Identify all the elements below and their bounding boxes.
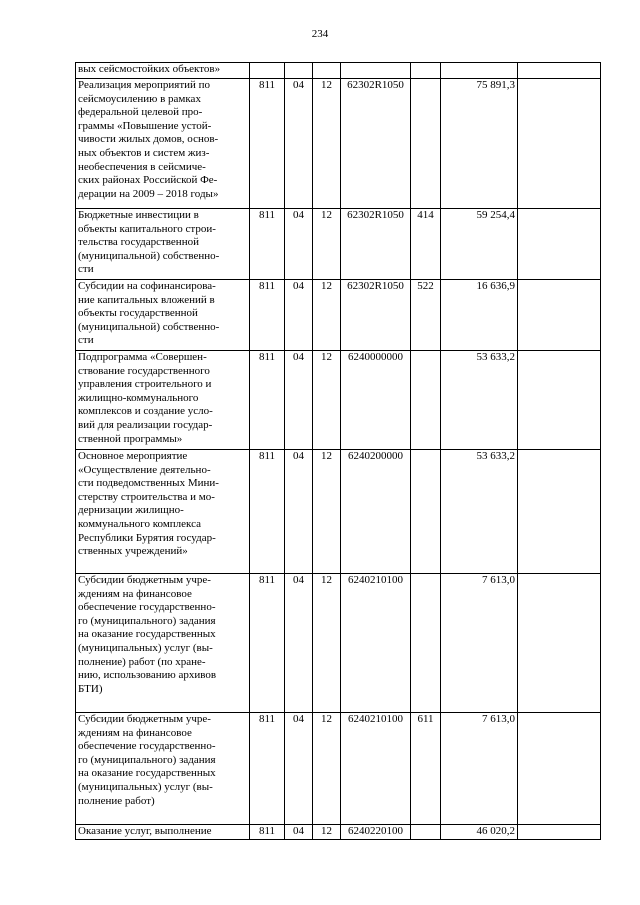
item-name-line: комплексов и создание усло- — [78, 405, 213, 418]
target-article-cell: 6240200000 — [341, 450, 411, 574]
item-name-line: Основное мероприятие — [78, 450, 188, 462]
amount-cell: 7 613,0 — [441, 713, 518, 825]
budget-table — [75, 62, 601, 840]
grbs-cell: 811 — [250, 79, 285, 209]
subsection-cell: 12 — [313, 351, 341, 450]
item-name-line: го (муниципального) задания — [78, 753, 216, 766]
item-name-line: Оказание услуг, выполнение — [78, 825, 212, 837]
item-name-line: Субсидии бюджетным учре- — [78, 713, 211, 725]
section-cell: 04 — [285, 351, 313, 450]
section-cell: 04 — [285, 280, 313, 351]
item-name-line: ных объектов и систем жиз- — [78, 146, 210, 159]
expense-type-cell — [411, 825, 441, 840]
item-name-line: БТИ) — [78, 682, 103, 695]
grbs-cell: 811 — [250, 713, 285, 825]
extra-amount-cell — [518, 79, 601, 209]
item-name-line: объекты государственной — [78, 307, 198, 320]
subsection-cell: 12 — [313, 574, 341, 713]
amount-cell: 16 636,9 — [441, 280, 518, 351]
expense-type-cell: 522 — [411, 280, 441, 351]
section-cell: 04 — [285, 450, 313, 574]
table-row — [76, 351, 601, 450]
item-name-line: ждениям на финансовое — [78, 587, 192, 600]
item-name-line: «Осуществление деятельно- — [78, 463, 211, 476]
section-cell: 04 — [285, 713, 313, 825]
grbs-cell: 811 — [250, 209, 285, 280]
grbs-cell — [250, 63, 285, 79]
amount-cell: 53 633,2 — [441, 351, 518, 450]
target-article-cell: 6240210100 — [341, 574, 411, 713]
subsection-cell: 12 — [313, 280, 341, 351]
item-name-line: управления строительного и — [78, 378, 212, 391]
extra-amount-cell — [518, 63, 601, 79]
item-name-line: (муниципальной) собственно- — [78, 320, 220, 333]
item-name-cell — [76, 351, 250, 450]
table-row — [76, 574, 601, 713]
target-article-cell: 62302R1050 — [341, 209, 411, 280]
target-article-cell: 6240210100 — [341, 713, 411, 825]
item-name-line: федеральной целевой про- — [78, 106, 203, 119]
item-name-line: Бюджетные инвестиции в — [78, 209, 199, 221]
amount-cell: 46 020,2 — [441, 825, 518, 840]
extra-amount-cell — [518, 280, 601, 351]
item-name-cell — [76, 79, 250, 209]
page-number: 234 — [311, 28, 329, 40]
item-name-line: на оказание государственных — [78, 767, 216, 780]
item-name-cell — [76, 63, 250, 79]
table-row — [76, 63, 601, 79]
item-name-cell — [76, 713, 250, 825]
item-name-line: го (муниципального) задания — [78, 614, 216, 627]
expense-type-cell — [411, 574, 441, 713]
table-row — [76, 825, 601, 840]
item-name-line: Субсидии бюджетным учре- — [78, 574, 211, 586]
amount-cell: 53 633,2 — [441, 450, 518, 574]
section-cell: 04 — [285, 574, 313, 713]
item-name-line: сти подведомственных Мини- — [78, 477, 219, 490]
item-name-line: стерству строительства и мо- — [78, 490, 215, 503]
item-name-line: полнение работ) — [78, 794, 155, 807]
subsection-cell: 12 — [313, 450, 341, 574]
subsection-cell: 12 — [313, 713, 341, 825]
target-article-cell: 6240000000 — [341, 351, 411, 450]
item-name-line: нию, использованию архивов — [78, 669, 217, 682]
item-name-line: Реализация мероприятий по — [78, 79, 211, 91]
target-article-cell — [341, 63, 411, 79]
expense-type-cell: 611 — [411, 713, 441, 825]
subsection-cell — [313, 63, 341, 79]
item-name-cell — [76, 209, 250, 280]
table-row — [76, 450, 601, 574]
item-name-line: ских районах Российской Фе- — [78, 174, 218, 187]
item-name-line: на оказание государственных — [78, 628, 216, 641]
item-name-line: обеспечение государственно- — [78, 601, 216, 614]
grbs-cell: 811 — [250, 450, 285, 574]
extra-amount-cell — [518, 574, 601, 713]
grbs-cell: 811 — [250, 280, 285, 351]
item-name-cell — [76, 574, 250, 713]
table-row — [76, 713, 601, 825]
extra-amount-cell — [518, 450, 601, 574]
item-name-line: ние капитальных вложений в — [78, 293, 215, 306]
section-cell: 04 — [285, 79, 313, 209]
item-name-cell — [76, 280, 250, 351]
item-name-line: вых сейсмостойких объектов» — [78, 63, 221, 75]
section-cell: 04 — [285, 209, 313, 280]
item-name-line: ственной программы» — [78, 432, 183, 445]
subsection-cell: 12 — [313, 209, 341, 280]
amount-cell: 59 254,4 — [441, 209, 518, 280]
grbs-cell: 811 — [250, 351, 285, 450]
amount-cell — [441, 63, 518, 79]
item-name-line: Республики Бурятия государ- — [78, 531, 216, 544]
target-article-cell: 62302R1050 — [341, 280, 411, 351]
item-name-line: ственных учреждений» — [78, 545, 188, 558]
target-article-cell: 62302R1050 — [341, 79, 411, 209]
extra-amount-cell — [518, 825, 601, 840]
table-row — [76, 209, 601, 280]
item-name-cell — [76, 450, 250, 574]
target-article-cell: 6240220100 — [341, 825, 411, 840]
item-name-line: (муниципальных) услуг (вы- — [78, 780, 213, 793]
table-row — [76, 280, 601, 351]
item-name-line: жилищно-коммунального — [78, 391, 199, 404]
section-cell: 04 — [285, 825, 313, 840]
expense-type-cell — [411, 79, 441, 209]
subsection-cell: 12 — [313, 79, 341, 209]
section-cell — [285, 63, 313, 79]
item-name-line: чивости жилых домов, основ- — [78, 133, 219, 146]
budget-table-body — [76, 63, 601, 840]
extra-amount-cell — [518, 713, 601, 825]
item-name-line: дерации на 2009 – 2018 годы» — [78, 187, 219, 200]
extra-amount-cell — [518, 351, 601, 450]
extra-amount-cell — [518, 209, 601, 280]
grbs-cell: 811 — [250, 574, 285, 713]
amount-cell: 75 891,3 — [441, 79, 518, 209]
item-name-line: сейсмоусилению в рамках — [78, 92, 201, 105]
expense-type-cell — [411, 351, 441, 450]
expense-type-cell — [411, 63, 441, 79]
item-name-line: полнение) работ (по хране- — [78, 655, 206, 668]
item-name-line: сти — [78, 334, 94, 347]
item-name-line: Подпрограмма «Совершен- — [78, 351, 207, 363]
expense-type-cell: 414 — [411, 209, 441, 280]
item-name-line: (муниципальной) собственно- — [78, 249, 220, 262]
item-name-cell — [76, 825, 250, 840]
amount-cell: 7 613,0 — [441, 574, 518, 713]
item-name-line: сти — [78, 263, 94, 276]
item-name-line: коммунального комплекса — [78, 517, 202, 530]
item-name-line: обеспечение государственно- — [78, 740, 216, 753]
item-name-line: (муниципальных) услуг (вы- — [78, 641, 213, 654]
expense-type-cell — [411, 450, 441, 574]
grbs-cell: 811 — [250, 825, 285, 840]
item-name-line: объекты капитального строи- — [78, 222, 216, 235]
item-name-line: вий для реализации государ- — [78, 418, 213, 431]
subsection-cell: 12 — [313, 825, 341, 840]
item-name-line: дернизации жилищно- — [78, 504, 184, 517]
item-name-line: граммы «Повышение устой- — [78, 119, 212, 132]
item-name-line: ствование государственного — [78, 364, 210, 377]
item-name-line: Субсидии на софинансирова- — [78, 280, 216, 292]
table-row — [76, 79, 601, 209]
item-name-line: ждениям на финансовое — [78, 726, 192, 739]
item-name-line: тельства государственной — [78, 236, 199, 249]
item-name-line: необеспечения в сейсмиче- — [78, 160, 206, 173]
